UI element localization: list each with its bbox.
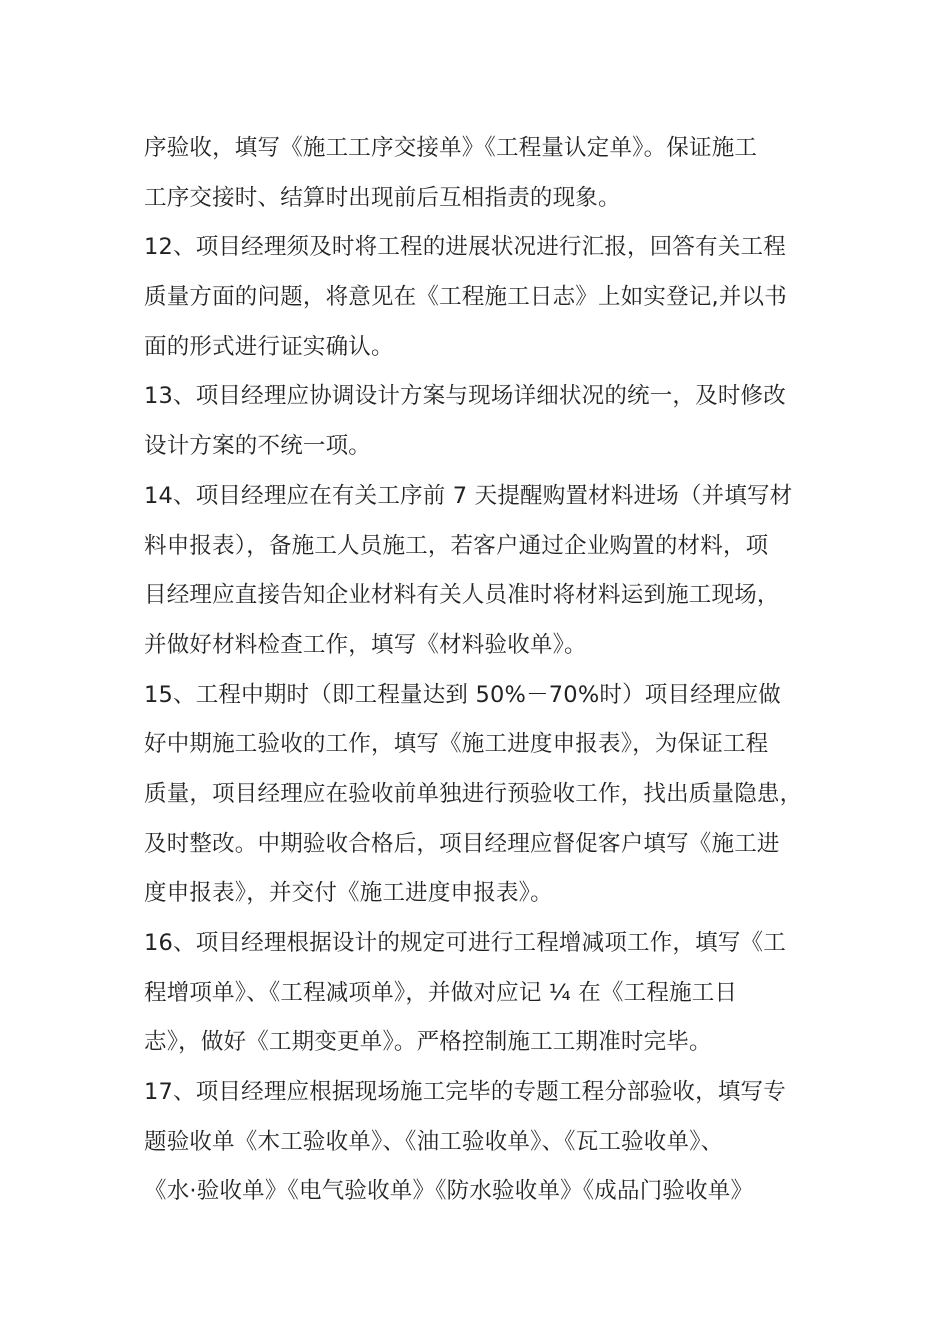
text-line: 序验收，填写《施工工序交接单》《工程量认定单》。保证施工 xyxy=(144,135,758,161)
text-line: 题验收单《木工验收单》、《油工验收单》、《瓦工验收单》、 xyxy=(144,1128,724,1155)
text-line: 16、项目经理根据设计的规定可进行工程增减项工作，填写《工 xyxy=(144,930,786,956)
text-line: 志》，做好《工期变更单》。严格控制施工工期准时完毕。 xyxy=(144,1029,712,1056)
text-line: 程增项单》、《工程减项单》，并做对应记 ¼ 在《工程施工日 xyxy=(144,979,738,1006)
text-line: 《水·验收单》《电气验收单》《防水验收单》《成品门验收单》 xyxy=(144,1178,754,1205)
text-line: 好中期施工验收的工作，填写《施工进度申报表》，为保证工程 xyxy=(144,731,769,758)
text-line: 面的形式进行证实确认。 xyxy=(144,333,394,360)
text-line: 13、项目经理应协调设计方案与现场详细状况的统一，及时修改 xyxy=(144,383,786,410)
text-line: 及时整改。中期验收合格后，项目经理应督促客户填写《施工进 xyxy=(144,830,780,857)
text-line: 质量，项目经理应在验收前单独进行预验收工作，找出质量隐患， xyxy=(144,780,803,807)
document-body xyxy=(144,124,804,1217)
text-line: 并做好材料检查工作，填写《材料验收单》。 xyxy=(144,631,587,658)
text-line: 度申报表》，并交付《施工进度申报表》。 xyxy=(144,880,553,907)
text-line: 设计方案的不统一项。 xyxy=(144,433,372,460)
text-line: 质量方面的问题，将意见在《工程施工日志》上如实登记,并以书 xyxy=(144,284,787,311)
text-line: 目经理应直接告知企业材料有关人员准时将材料运到施工现场， xyxy=(144,582,780,609)
text-line: 料申报表），备施工人员施工，若客户通过企业购置的材料，项 xyxy=(144,532,769,559)
text-line: 工序交接时、结算时出现前后互相指责的现象。 xyxy=(144,184,621,211)
text-line: 17、项目经理应根据现场施工完毕的专题工程分部验收，填写专 xyxy=(144,1079,786,1106)
text-line: 15、工程中期时（即工程量达到 50%－70%时）项目经理应做 xyxy=(144,681,782,708)
text-line: 12、项目经理须及时将工程的进展状况进行汇报，回答有关工程 xyxy=(144,234,786,261)
text-line: 14、项目经理应在有关工序前 7 天提醒购置材料进场（并填写材 xyxy=(144,482,793,509)
